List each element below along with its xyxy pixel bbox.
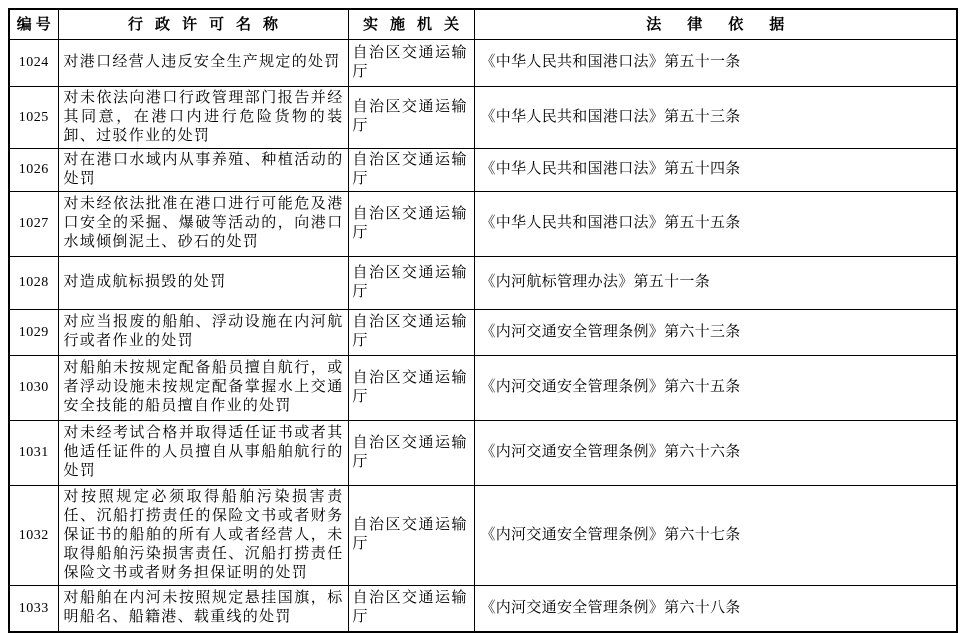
table-row bbox=[9, 355, 957, 420]
permit-name-cell: 对未经依法批准在港口进行可能危及港口安全的采掘、爆破等活动的，向港口水域倾倒泥土、砂石的处罚 bbox=[58, 191, 348, 256]
row-id-cell: 1027 bbox=[9, 191, 58, 256]
permits-table bbox=[8, 8, 958, 633]
table-row bbox=[9, 485, 957, 585]
table-row bbox=[9, 86, 957, 148]
legal-basis-cell: 《内河交通安全管理条例》第六十三条 bbox=[474, 309, 957, 355]
agency-cell: 自治区交通运输厅 bbox=[348, 39, 474, 86]
agency-cell: 自治区交通运输厅 bbox=[348, 355, 474, 420]
row-id-cell: 1024 bbox=[9, 39, 58, 86]
permit-name-cell: 对应当报废的船舶、浮动设施在内河航行或者作业的处罚 bbox=[58, 309, 348, 355]
agency-cell: 自治区交通运输厅 bbox=[348, 86, 474, 148]
header-id: 编号 bbox=[9, 9, 58, 39]
agency-cell: 自治区交通运输厅 bbox=[348, 256, 474, 309]
permit-name-cell: 对船舶在内河未按照规定悬挂国旗，标明船名、船籍港、载重线的处罚 bbox=[58, 585, 348, 632]
legal-basis-cell: 《内河航标管理办法》第五十一条 bbox=[474, 256, 957, 309]
row-id-cell: 1031 bbox=[9, 420, 58, 485]
permit-name-cell: 对船舶未按规定配备船员擅自航行，或者浮动设施未按规定配备掌握水上交通安全技能的船员擅自作业的处罚 bbox=[58, 355, 348, 420]
table-header-row bbox=[9, 9, 957, 39]
row-id-cell: 1025 bbox=[9, 86, 58, 148]
table-row bbox=[9, 39, 957, 86]
legal-basis-cell: 《内河交通安全管理条例》第六十五条 bbox=[474, 355, 957, 420]
row-id-cell: 1030 bbox=[9, 355, 58, 420]
table-row bbox=[9, 420, 957, 485]
permit-name-cell: 对造成航标损毁的处罚 bbox=[58, 256, 348, 309]
agency-cell: 自治区交通运输厅 bbox=[348, 191, 474, 256]
row-id-cell: 1033 bbox=[9, 585, 58, 632]
legal-basis-cell: 《内河交通安全管理条例》第六十六条 bbox=[474, 420, 957, 485]
permit-name-cell: 对未经考试合格并取得适任证书或者其他适任证件的人员擅自从事船舶航行的处罚 bbox=[58, 420, 348, 485]
agency-cell: 自治区交通运输厅 bbox=[348, 485, 474, 585]
agency-cell: 自治区交通运输厅 bbox=[348, 420, 474, 485]
row-id-cell: 1029 bbox=[9, 309, 58, 355]
legal-basis-cell: 《中华人民共和国港口法》第五十五条 bbox=[474, 191, 957, 256]
legal-basis-cell: 《内河交通安全管理条例》第六十八条 bbox=[474, 585, 957, 632]
legal-basis-cell: 《中华人民共和国港口法》第五十三条 bbox=[474, 86, 957, 148]
row-id-cell: 1028 bbox=[9, 256, 58, 309]
permit-name-cell: 对在港口水域内从事养殖、种植活动的处罚 bbox=[58, 148, 348, 191]
legal-basis-cell: 《内河交通安全管理条例》第六十七条 bbox=[474, 485, 957, 585]
agency-cell: 自治区交通运输厅 bbox=[348, 148, 474, 191]
table-row bbox=[9, 256, 957, 309]
legal-basis-cell: 《中华人民共和国港口法》第五十一条 bbox=[474, 39, 957, 86]
header-agency: 实施机关 bbox=[348, 9, 474, 39]
permit-name-cell: 对按照规定必须取得船舶污染损害责任、沉船打捞责任的保险文书或者财务保证书的船舶的所有人或者经营人，未取得船舶污染损害责任、沉船打捞责任保险文书或者财务担保证明的处罚 bbox=[58, 485, 348, 585]
table-row bbox=[9, 585, 957, 632]
table-row bbox=[9, 148, 957, 191]
permit-name-cell: 对港口经营人违反安全生产规定的处罚 bbox=[58, 39, 348, 86]
table-row bbox=[9, 309, 957, 355]
agency-cell: 自治区交通运输厅 bbox=[348, 585, 474, 632]
legal-basis-cell: 《中华人民共和国港口法》第五十四条 bbox=[474, 148, 957, 191]
table-row bbox=[9, 191, 957, 256]
header-basis: 法律依据 bbox=[474, 9, 957, 39]
row-id-cell: 1032 bbox=[9, 485, 58, 585]
row-id-cell: 1026 bbox=[9, 148, 58, 191]
agency-cell: 自治区交通运输厅 bbox=[348, 309, 474, 355]
permit-name-cell: 对未依法向港口行政管理部门报告并经其同意，在港口内进行危险货物的装卸、过驳作业的处罚 bbox=[58, 86, 348, 148]
header-name: 行政许可名称 bbox=[58, 9, 348, 39]
